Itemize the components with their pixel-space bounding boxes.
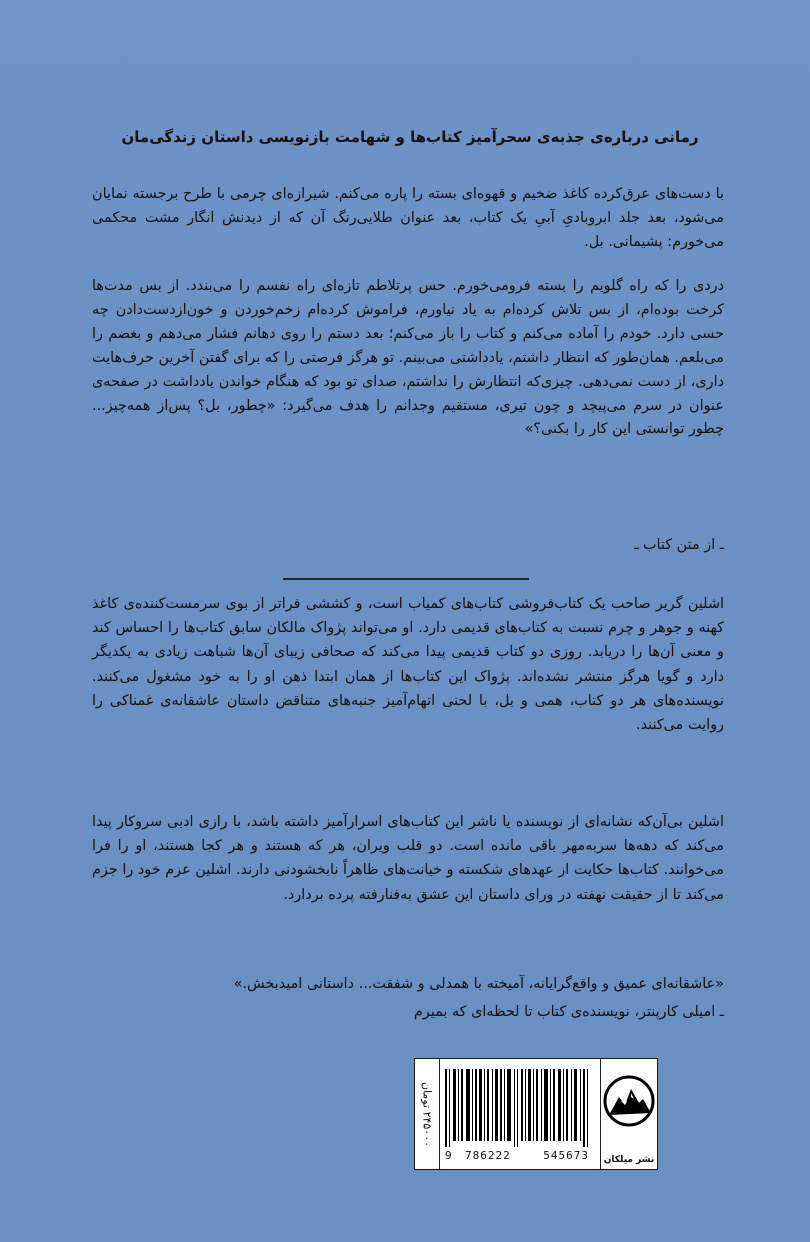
section-divider xyxy=(283,578,529,580)
excerpt-source: ـ از متن کتاب ـ xyxy=(634,537,724,553)
publisher-name: نشر میلکان xyxy=(603,1155,655,1165)
tagline: رمانی درباره‌ی جذبه‌ی سحرآمیز کتاب‌ها و شهامت بازنویسی داستان زندگی‌مان xyxy=(121,128,699,146)
review-attribution: ـ امیلی کارپنتر، نویسنده‌ی کتاب تا لحظه‌ای که بمیرم xyxy=(413,1004,724,1020)
excerpt-paragraph-2: دردی را که راه گلویم را بسته فرومی‌خورم. حس پرتلاطم تازه‌ای راه نفسم را می‌بندد. از بس مدت‌ها کرخت بوده‌ام، از بس تلاش کرده‌ام به یاد نیاورم، فراموش کرده‌ام زخم‌خوردن و خون‌ازدست‌دادن چه حسی دارد. خودم را آماده می‌کنم و کتاب را باز می‌کنم؛ بعد دستم را روی دهانم فشار می‌دهم و بغضم را می‌بلعم. همان‌طور که انتظار داشتم، یادداشتی می‌بینم. تو هرگز فرصتی را که برای گفتن آخرین حرف‌هایت داری، از دست نمی‌دهی. چیزی‌که انتظارش را نداشتم، صدای تو بود که هنگام خواندن یادداشت در صفحه‌ی عنوان در سرم می‌پیچد و چون تیری، مستقیم وجدانم را هدف می‌گیرد: «چطور، بل؟ پس‌از همه‌چیز... چطور توانستی این کار را بکنی؟» xyxy=(92,278,724,438)
isbn-group-2: 545673 xyxy=(543,1149,589,1162)
price-label: ۲۴۵۰۰۰ تومان xyxy=(415,1059,440,1169)
blurb-paragraph-1: اشلین گریر صاحب یک کتاب‌فروشی کتاب‌های کمیاب است، و کششی فراتر از بوی سرمست‌کننده‌ی کاغذ کهنه و جوهر و چرم نسبت به کتاب‌های قدیمی دارد. او می‌تواند پژواک مالکان سابق کتاب‌ها را احساس کند و معنی آن‌ها را دریابد. روزی دو کتاب قدیمی پیدا می‌کند که صحافی زیبای آن‌ها شباهت زیادی به یکدیگر دارد و گویا هرگز منتشر نشده‌اند. پژواک این کتاب‌ها از همان ابتدا ذهن او را به خود مشغول می‌کنند. نویسنده‌های هر دو کتاب، همی و بل، با لحنی اتهام‌آمیز جنبه‌های متناقض داستان عاشقانه‌ی غمناکی را روایت می‌کنند. xyxy=(92,596,724,734)
barcode-icon xyxy=(443,1069,593,1147)
isbn-group-1: 786222 xyxy=(465,1149,511,1162)
barcode-panel xyxy=(414,1058,658,1170)
publisher-logo-area xyxy=(600,1059,657,1169)
isbn-prefix: 9 xyxy=(445,1149,452,1162)
publisher-logo-icon xyxy=(601,1059,657,1139)
review-quote: «عاشقانه‌ای عمیق و واقع‌گرایانه، آمیخته با همدلی و شفقت... داستانی امیدبخش.» xyxy=(233,976,724,992)
excerpt-paragraph-1: با دست‌های عرق‌کرده کاغذ ضخیم و قهوه‌ای بسته را پاره می‌کنم. شیرازه‌ای چرمی با طرح برجسته نمایان می‌شود، بعد جلد ابروبادیِ آبیِ یک کتاب، بعد عنوان طلایی‌رنگ آن که از دیدنش انگار مشت محکمی می‌خورم: پشیمانی. بل. xyxy=(92,186,724,250)
blurb-paragraph-2: اشلین بی‌آن‌که نشانه‌ای از نویسنده یا ناشر این کتاب‌های اسرارآمیز داشته باشد، با رازی ادبی سروکار پیدا می‌کند که دهه‌ها سربه‌مهر باقی مانده است. دو قلب ویران، هر که هستند و هر کجا هستند، او را فرا می‌خوانند. کتاب‌ها حکایت از عهدهای شکسته و خیانت‌های ظاهراً نابخشودنی دارند. اشلین عزم خود را جزم می‌کند تا از حقیقت نهفته در ورای داستان این عشق به‌فنارفته پرده بردارد. xyxy=(92,814,724,903)
